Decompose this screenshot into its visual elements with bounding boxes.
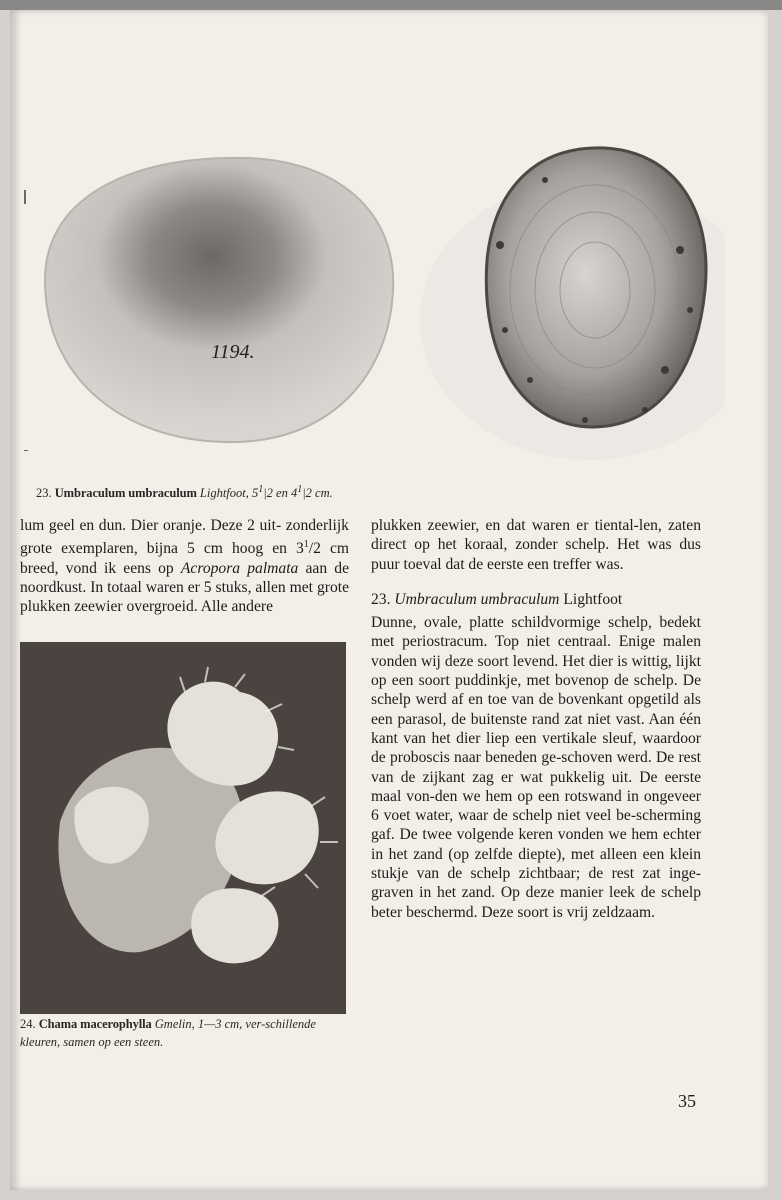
- figure-24-caption: [20, 1015, 350, 1051]
- text-line: aan de noordkust. In: [20, 559, 349, 597]
- left-text-column: [20, 516, 349, 617]
- heading-number: 23.: [371, 590, 391, 608]
- shell-right: [486, 148, 706, 427]
- species-name: Acropora palmata: [180, 559, 299, 577]
- chama-shell-bottom: [191, 888, 278, 963]
- text-line: hoog en 3: [231, 540, 304, 558]
- caption-author: Lightfoot,: [199, 486, 249, 501]
- text-line: lum geel en dun. Dier oranje. Deze 2 uit-: [20, 517, 282, 534]
- figure-24-stone-photo: [20, 642, 346, 1014]
- page-number: 35: [678, 1091, 696, 1111]
- heading-species: Umbraculum umbraculum: [394, 590, 560, 608]
- shell-left: [45, 158, 393, 442]
- text-line: /2 cm breed, vond ik eens op: [20, 540, 350, 577]
- text-line: plukken zeewier overgroeid. Alle andere: [20, 598, 274, 616]
- species-heading: [371, 590, 701, 609]
- fraction-numerator: 1: [303, 539, 309, 551]
- shell-label-1194: 1194.: [211, 341, 255, 363]
- caption-rest: Gmelin, 1—3 cm, ver-schillende kleuren, samen op een steen.: [20, 1017, 316, 1049]
- paragraph-description: Dunne, ovale, platte schildvormige schelp, bedekt met periostracum. Top niet centraal. Enige malen vonden wij deze soort levend. Het dier is wittig, lijkt op een soort puddinkje, met bovenop de schelp. De schelp werd af en toe van de bovenkant opgetild als een parasol, de buitenste rand zat niet vast. Aan één kant van het dier liep een vertikale sleuf, waardoor de proboscis naar beneden ge-schoven werd. De rest van de zijkant zag er wat pukkelig uit. De eerste maal von-den we hem op een rotswand in ongeveer 6 voet water, waar de schelp niet veel be-scherming gaf. De twee volgende keren vonden we hem echter in het zand (op zelfde diepte), met alleen een klein stukje van de schelp zichtbaar; de rest zat inge-graven in het zand. Op deze manier leek de schelp beter beschermd. Deze soort is vrij zeldzaam.: [371, 614, 701, 921]
- caption-size-end: |2 cm.: [302, 486, 333, 501]
- caption-size-fraction: 1: [297, 484, 303, 495]
- caption-size: 5: [251, 486, 259, 501]
- figure-23-shell-photo: [25, 130, 725, 470]
- caption-species: Umbraculum umbraculum: [54, 486, 197, 501]
- paragraph-intro: plukken zeewier, en dat waren er tiental-len, zaten direct op het koraal, zonder schelp. Het was dus puur toeval dat de eerste een treffer was.: [371, 517, 701, 573]
- right-text-column: [371, 516, 701, 922]
- scan-top-edge: [0, 0, 782, 10]
- caption-size-fraction: 1: [258, 484, 264, 495]
- figure-23-caption: [36, 481, 333, 502]
- text-line: zonderlijk grote exemplaren, bijna 5 cm: [20, 517, 349, 558]
- caption-species: Chama macerophylla: [38, 1017, 152, 1031]
- caption-size-separator: |2 en 4: [263, 486, 298, 501]
- caption-number: 23.: [36, 486, 52, 501]
- caption-number: 24.: [20, 1017, 36, 1031]
- heading-author: Lightfoot: [563, 590, 623, 608]
- text-line: totaal waren er 5 stuks, allen met grote: [107, 579, 349, 597]
